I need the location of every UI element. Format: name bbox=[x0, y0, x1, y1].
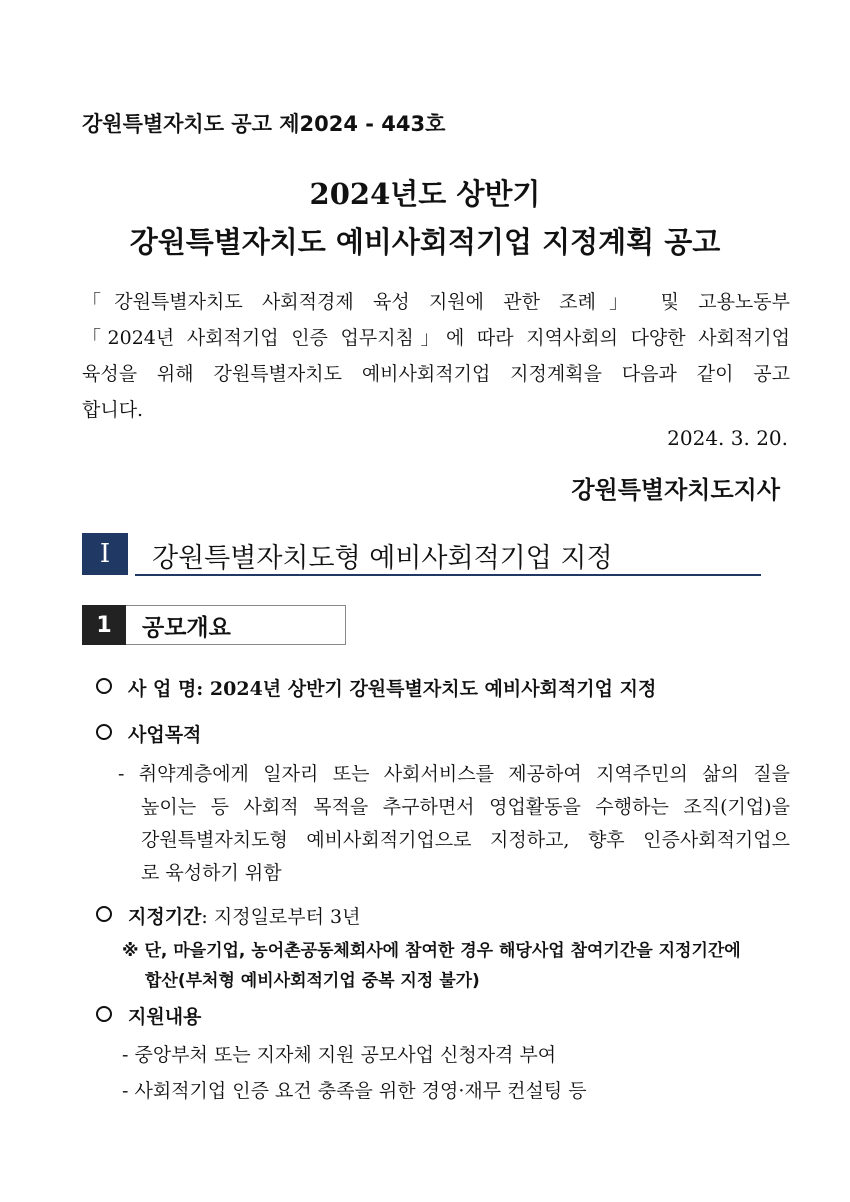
section-number-box bbox=[82, 533, 128, 575]
bullet-purpose bbox=[96, 720, 201, 747]
title-line-2: 강원특별자치도 예비사회적기업 지정계획 공고 bbox=[129, 225, 721, 259]
purpose-line: - 취약계층에게 일자리 또는 사회서비스를 제공하여 지역주민의 삶의 질을 bbox=[118, 763, 790, 785]
notice-date: 2024. 3. 20. bbox=[667, 426, 788, 450]
circle-bullet-icon bbox=[96, 906, 112, 922]
intro-line: 「강원특별자치도 사회적경제 육성 지원에 관한 조례」 및 고용노동부 bbox=[82, 291, 790, 313]
intro-line: 육성을 위해 강원특별자치도 예비사회적기업 지정계획을 다음과 같이 공고 bbox=[82, 363, 790, 385]
support-line: - 사회적기업 인증 요건 충족을 위한 경영·재무 컨설팅 등 bbox=[122, 1080, 587, 1102]
period-value: : 지정일로부터 3년 bbox=[201, 906, 361, 928]
intro-line: 「2024년 사회적기업 인증 업무지침」에 따라 지역사회의 다양한 사회적기업 bbox=[82, 327, 790, 349]
circle-bullet-icon bbox=[96, 678, 112, 694]
support-line: - 중앙부처 또는 지자체 지원 공모사업 신청자격 부여 bbox=[122, 1044, 557, 1066]
section-underline bbox=[135, 574, 761, 576]
bullet-project-name bbox=[96, 674, 656, 701]
subsection-number: 1 bbox=[96, 612, 112, 638]
purpose-line: 강원특별자치도형 예비사회적기업으로 지정하고, 향후 인증사회적기업으 bbox=[141, 829, 790, 851]
issuer: 강원특별자치도지사 bbox=[571, 476, 780, 504]
period-note: 합산(부처형 예비사회적기업 중복 지정 불가) bbox=[145, 971, 480, 991]
section-title: 강원특별자치도형 예비사회적기업 지정 bbox=[152, 543, 613, 574]
purpose-heading: 사업목적 bbox=[128, 724, 202, 746]
subsection-number-box bbox=[82, 605, 126, 645]
circle-bullet-icon bbox=[96, 724, 112, 740]
bullet-period bbox=[96, 902, 360, 929]
circle-bullet-icon bbox=[96, 1006, 112, 1022]
notice-number: 강원특별자치도 공고 제2024 - 443호 bbox=[82, 112, 446, 136]
support-heading: 지원내용 bbox=[128, 1006, 202, 1028]
period-label: 지정기간 bbox=[128, 906, 202, 928]
subsection-title: 공모개요 bbox=[142, 615, 231, 641]
bullet-support bbox=[96, 1002, 201, 1029]
period-note: ※ 단, 마을기업, 농어촌공동체회사에 참여한 경우 해당사업 참여기간을 지정기간에 bbox=[122, 941, 741, 961]
project-name-text: 사 업 명: 2024년 상반기 강원특별자치도 예비사회적기업 지정 bbox=[128, 678, 657, 700]
purpose-line: 높이는 등 사회적 목적을 추구하면서 영업활동을 수행하는 조직(기업)을 bbox=[141, 796, 790, 818]
intro-line: 합니다. bbox=[82, 399, 144, 421]
title-line-1: 2024년도 상반기 bbox=[309, 177, 541, 211]
section-number: I bbox=[99, 539, 111, 569]
purpose-line: 로 육성하기 위함 bbox=[141, 862, 282, 884]
